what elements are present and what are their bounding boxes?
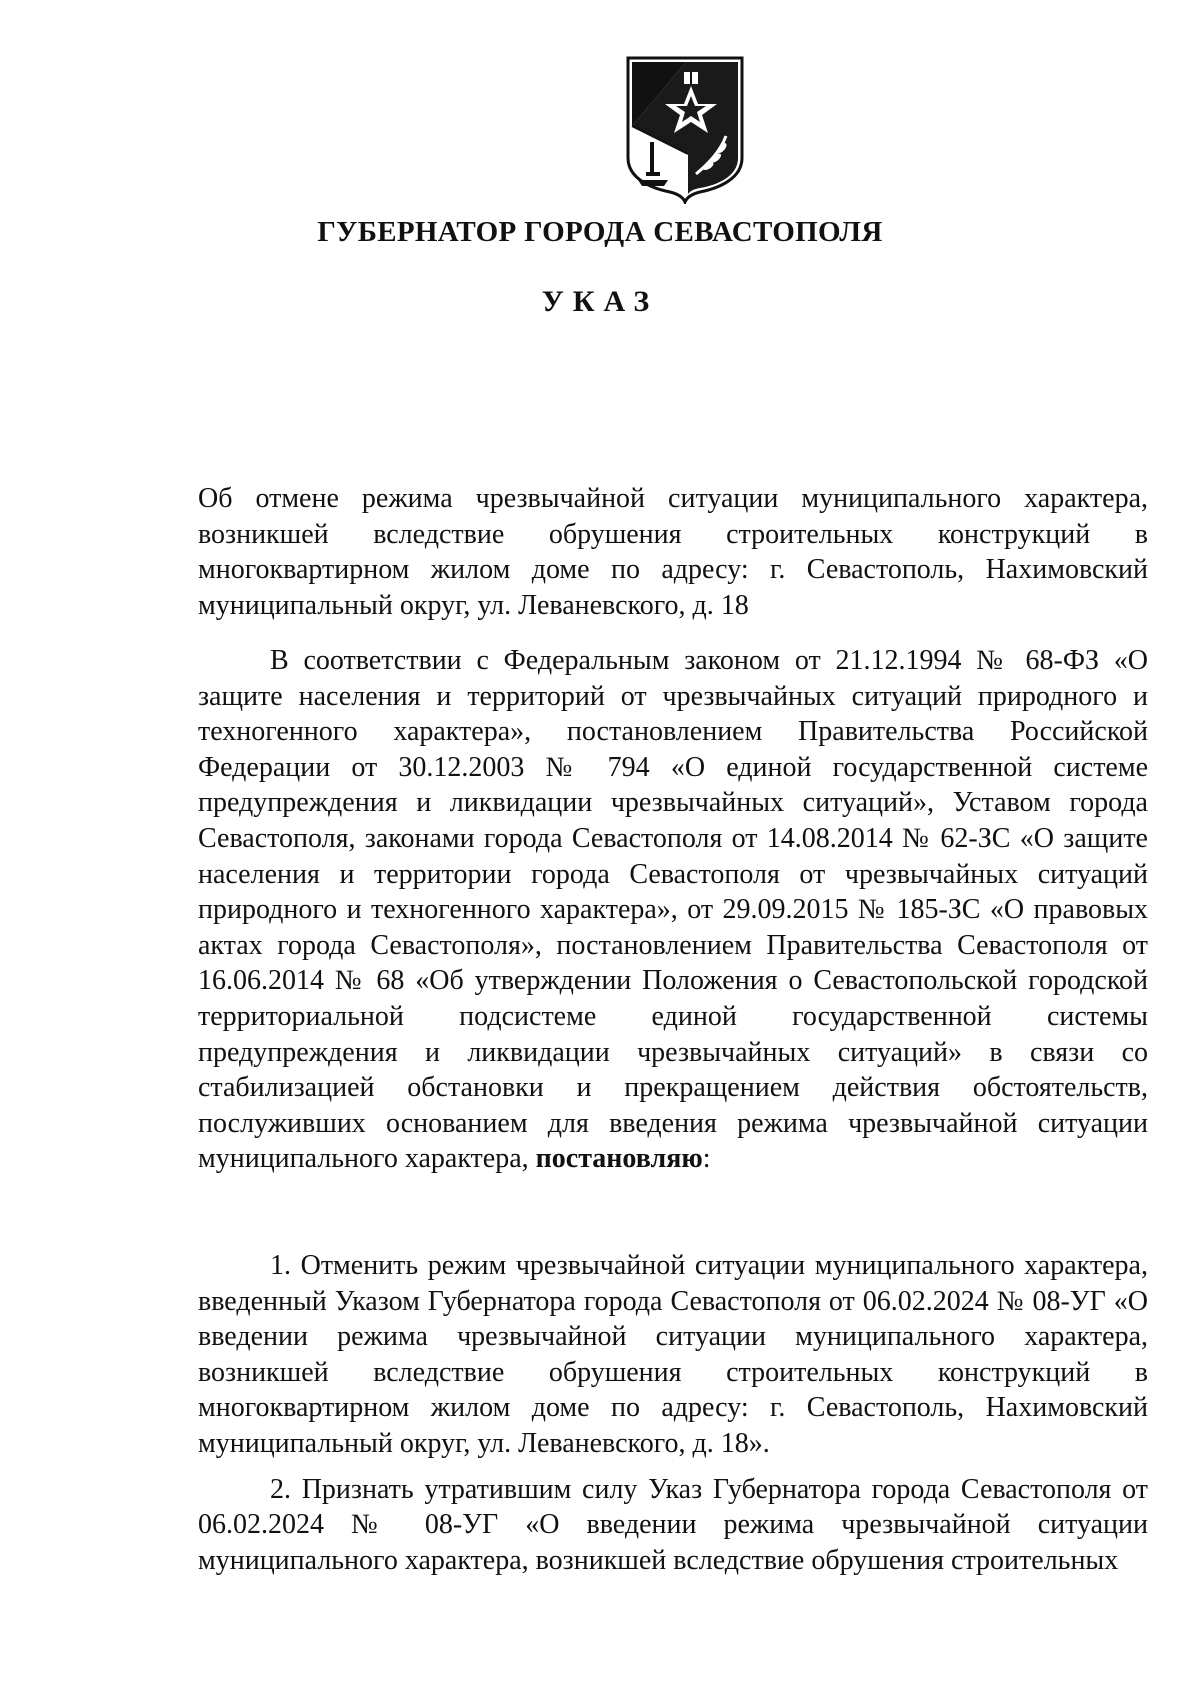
decree-word: постановляю <box>535 1143 703 1175</box>
issuing-authority: ГУБЕРНАТОР ГОРОДА СЕВАСТОПОЛЯ <box>317 216 883 248</box>
decree-punct: : <box>702 1143 711 1175</box>
decree-preamble <box>198 643 1148 1177</box>
preamble-text: В соответствии с Федеральным законом от 21.12.1994 № 68-ФЗ «О защите населения и территорий от чрезвычайных ситуаций природного и техногенного характера», постановлением Правительства Российской Федерации от 30.12.2003 № 794 «О единой государственной системе предупреждения и ликвидации чрезвычайных ситуаций», Уставом города Севастополя, законами города Севастополя от 14.08.2014 № 62-ЗС «О защите населения и территории города Севастополя от чрезвычайных ситуаций природного и техногенного характера», от 29.09.2015 № 185-ЗС «О правовых актах города Севастополя», постановлением Правительства Севастополя от 16.06.2014 № 68 «Об утверждении Положения о Севастопольской городской территориальной подсистеме единой государственной системы предупреждения и ликвидации чрезвычайных ситуаций» в связи со стабилизацией обстановки и прекращением действия обстоятельств, послуживших основанием для введения режима чрезвычайной ситуации муниципального характера, <box>198 645 1148 1175</box>
decree-items <box>198 1248 1148 1578</box>
document-type-heading: УКАЗ <box>541 285 659 318</box>
sevastopol-coat-of-arms-icon <box>624 54 746 204</box>
decree-item-1: 1. Отменить режим чрезвычайной ситуации муниципального характера, введенный Указом Губернатора города Севастополя от 06.02.2024 № 08-УГ «О введении режима чрезвычайной ситуации муниципального характера, возникшей вследствие обрушения строительных конструкций в многоквартирном жилом доме по адресу: г. Севастополь, Нахимовский муниципальный округ, ул. Леваневского, д. 18». <box>198 1250 1148 1459</box>
decree-item-2: 2. Признать утратившим силу Указ Губернатора города Севастополя от 06.02.2024 № 08-УГ «О введении режима чрезвычайной ситуации муниципального характера, возникшей вследствие обрушения строительных <box>198 1473 1148 1576</box>
decree-title: Об отмене режима чрезвычайной ситуации муниципального характера, возникшей вследствие обрушения строительных конструкций в многоквартирном жилом доме по адресу: г. Севастополь, Нахимовский муниципальный округ, ул. Леваневского, д. 18 <box>198 483 1148 621</box>
